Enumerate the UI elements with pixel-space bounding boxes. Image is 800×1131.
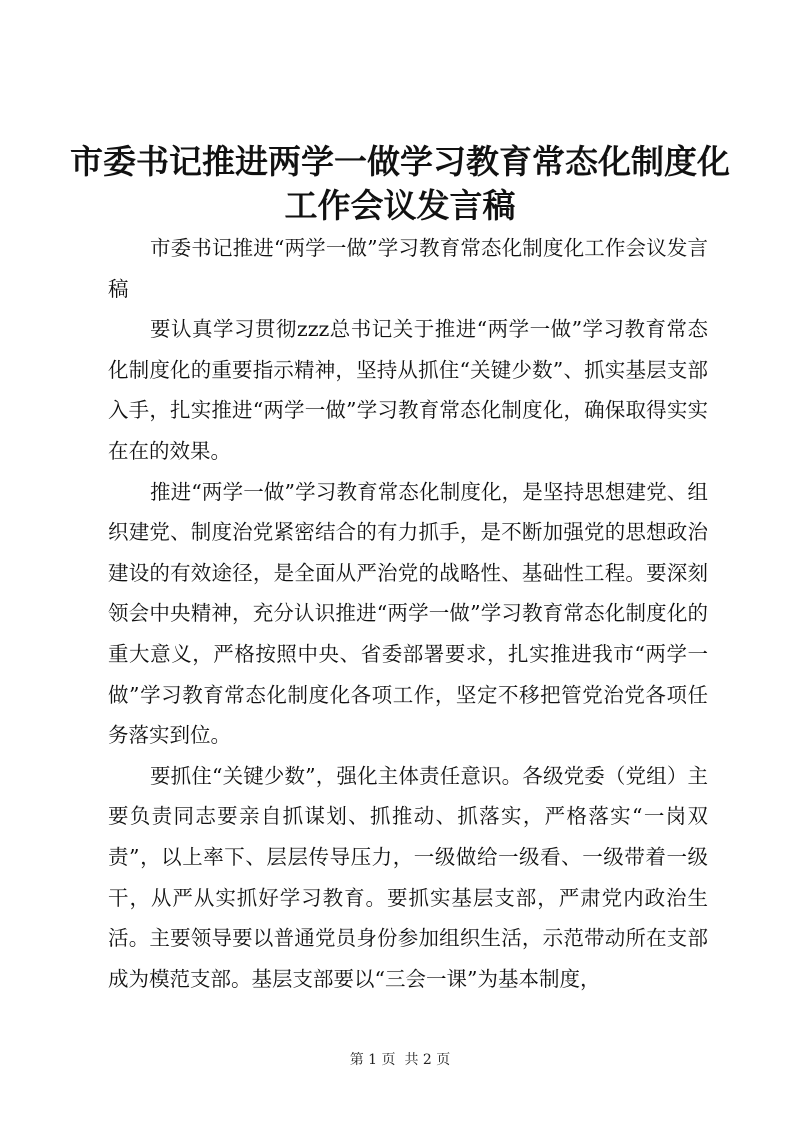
paragraph-heading: 市委书记推进“两学一做”学习教育常态化制度化工作会议发言稿 xyxy=(108,236,708,301)
page-number-label: 第 1 页 共 2 页 xyxy=(349,1052,451,1068)
page-footer xyxy=(0,1050,800,1070)
paragraph: 要抓住“关键少数”，强化主体责任意识。各级党委（党组）主要负责同志要亲自抓谋划、抓推动、抓落实，严格落实“一岗双责”，以上率下、层层传导压力，一级做给一级看、一级带着一级干，从严从实抓好学习教育。要抓实基层支部，严肃党内政治生活。主要领导要以普通党员身份参加组织生活，示范带动所在支部成为模范支部。基层支部要以“三会一课”为基本制度， xyxy=(108,763,708,991)
document-title-line-1: 市委书记推进两学一做学习教育常态化制度化 xyxy=(70,142,730,181)
document-title-line-2: 工作会议发言稿 xyxy=(284,186,516,225)
paragraph: 推进“两学一做”学习教育常态化制度化，是坚持思想建党、组织建党、制度治党紧密结合的有力抓手，是不断加强党的思想政治建设的有效途径，是全面从严治党的战略性、基础性工程。要深刻领会中央精神，充分认识推进“两学一做”学习教育常态化制度化的重大意义，严格按照中央、省委部署要求，扎实推进我市“两学一做”学习教育常态化制度化各项工作，坚定不移把管党治党各项任务落实到位。 xyxy=(108,479,708,748)
paragraph: 要认真学习贯彻zzz总书记关于推进“两学一做”学习教育常态化制度化的重要指示精神，坚持从抓住“关键少数”、抓实基层支部入手，扎实推进“两学一做”学习教育常态化制度化，确保取得实实在在的效果。 xyxy=(108,317,708,463)
document-body xyxy=(108,228,708,999)
